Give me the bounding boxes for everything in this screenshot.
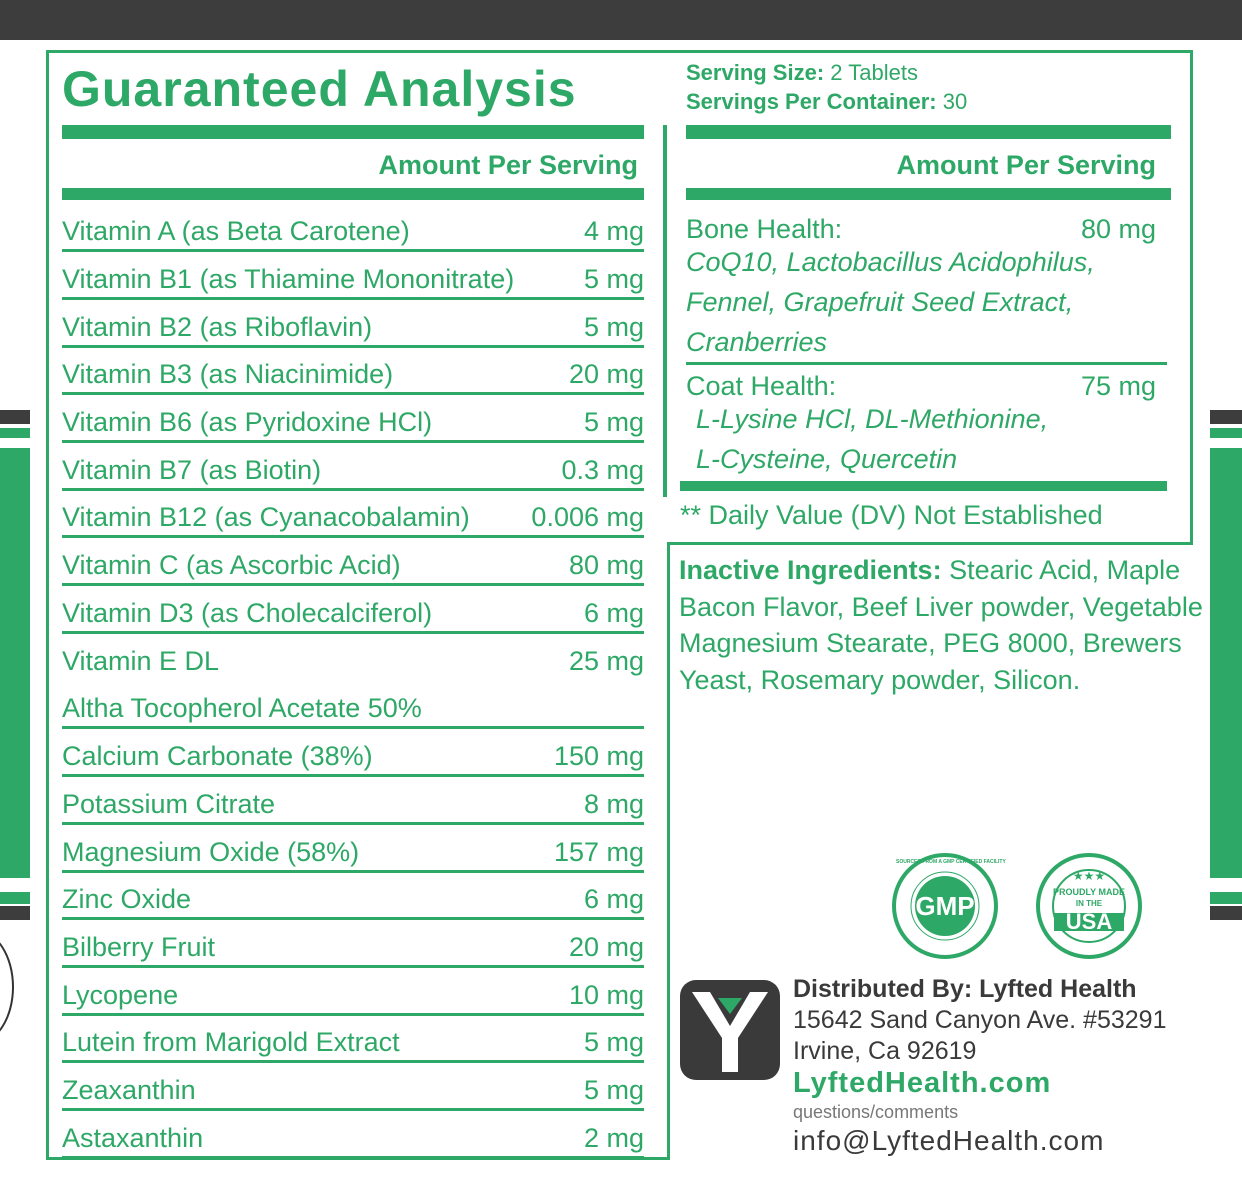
nutrient-row: [62, 729, 644, 777]
header-thick-bar: [686, 125, 1171, 139]
top-dark-band: [0, 0, 1242, 40]
nutrient-row: [62, 443, 644, 491]
group-ingredient-line: CoQ10, Lactobacillus Acidophilus,: [686, 247, 1095, 277]
nutrient-amount: 4 mg: [583, 216, 644, 246]
group-amount: 80 mg: [1080, 214, 1156, 244]
group-name: Coat Health:: [686, 371, 837, 401]
group-amount: 75 mg: [1080, 371, 1156, 401]
left-edge-stripe: [0, 892, 30, 904]
nutrient-amount: 5 mg: [583, 312, 644, 342]
nutrient-name: Zeaxanthin: [62, 1075, 196, 1105]
nutrient-amount: 5 mg: [583, 1027, 644, 1057]
nutrient-row: [62, 300, 644, 348]
column-divider: [663, 125, 667, 497]
left-edge-stripe: [0, 906, 30, 920]
group-ingredient-line: L-Cysteine, Quercetin: [696, 444, 958, 474]
group-divider: [686, 362, 1167, 365]
group-ingredient-line: Cranberries: [686, 327, 828, 357]
inactive-ingredients: Inactive Ingredients: Stearic Acid, Maple Bacon Flavor, Beef Liver powder, Vegetable Magnesium Stearate, PEG 8000, Brewers Yeast, Rosemary powder, Silicon.: [679, 555, 1203, 695]
partial-circle-graphic: [0, 930, 14, 1044]
address-line: 15642 Sand Canyon Ave. #53291: [793, 1006, 1167, 1034]
nutrient-amount: 5 mg: [583, 407, 644, 437]
nutrient-name: Calcium Carbonate (38%): [62, 741, 373, 771]
nutrient-amount: 10 mg: [568, 980, 644, 1010]
nutrient-name: Magnesium Oxide (58%): [62, 837, 360, 867]
nutrient-row: [62, 920, 644, 968]
nutrient-name: Altha Tocopherol Acetate 50%: [62, 693, 422, 723]
nutrient-name: Vitamin B2 (as Riboflavin): [62, 312, 373, 342]
nutrient-amount: 6 mg: [583, 884, 644, 914]
nutrient-name: Vitamin B3 (as Niacinimide): [62, 359, 394, 389]
nutrient-row: [62, 1111, 644, 1159]
group-ingredient-line: Fennel, Grapefruit Seed Extract,: [686, 287, 1074, 317]
group-ingredient-line: L-Lysine HCl, DL-Methionine,: [696, 404, 1049, 434]
nutrient-amount: 5 mg: [583, 1075, 644, 1105]
nutrient-amount: 150 mg: [553, 741, 644, 771]
right-edge-stripe: [1210, 892, 1242, 904]
nutrient-row: [62, 490, 644, 538]
nutrient-amount: 6 mg: [583, 598, 644, 628]
nutrient-name: Astaxanthin: [62, 1123, 204, 1153]
nutrient-row: [62, 825, 644, 873]
nutrient-amount: 8 mg: [583, 789, 644, 819]
serving-size: Serving Size: 2 Tablets: [686, 60, 918, 85]
gmp-center-text: GMP: [915, 891, 975, 921]
nutrient-amount: 2 mg: [583, 1123, 644, 1153]
nutrient-name: Vitamin C (as Ascorbic Acid): [62, 550, 401, 580]
nutrient-name: Bilberry Fruit: [62, 932, 216, 962]
header-bar: [62, 188, 644, 200]
header-thick-bar: [62, 125, 644, 139]
nutrient-row: [62, 1015, 644, 1063]
right-edge-panel: [1210, 448, 1242, 878]
nutrient-name: Potassium Citrate: [62, 789, 276, 819]
lyfted-logo: [680, 980, 780, 1080]
nutrient-name: Lycopene: [62, 980, 179, 1010]
group-bottom-bar: [680, 481, 1167, 491]
nutrient-name: Vitamin B12 (as Cyanacobalamin): [62, 502, 470, 532]
page-title: Guaranteed Analysis: [62, 61, 577, 117]
nutrient-amount: 0.006 mg: [531, 502, 644, 532]
amount-per-serving-header-right: Amount Per Serving: [896, 150, 1156, 180]
nutrient-name: Vitamin A (as Beta Carotene): [62, 216, 410, 246]
nutrient-amount: 20 mg: [568, 359, 644, 389]
left-edge-stripe: [0, 410, 30, 424]
nutrient-row: [62, 204, 644, 252]
nutrient-name: Vitamin E DL: [62, 646, 220, 676]
group-name: Bone Health:: [686, 214, 843, 244]
right-edge-stripe: [1210, 906, 1242, 920]
nutrient-row: [62, 872, 644, 920]
nutrient-amount: 20 mg: [568, 932, 644, 962]
nutrient-amount: 25 mg: [568, 646, 644, 676]
bone-health-group: [686, 214, 1156, 357]
nutrient-row: [62, 1063, 644, 1111]
questions-label: questions/comments: [793, 1102, 959, 1122]
frame-patch: [667, 53, 670, 542]
nutrient-name: Lutein from Marigold Extract: [62, 1027, 400, 1057]
gmp-ring-text: SOURCED FROM A GMP CERTIFIED FACILITY: [896, 859, 1006, 865]
nutrient-row: [62, 252, 644, 300]
nutrient-row: [62, 777, 644, 825]
nutrient-name: Vitamin D3 (as Cholecalciferol): [62, 598, 433, 628]
left-edge-stripe: [0, 428, 30, 438]
right-edge-stripe: [1210, 410, 1242, 424]
usa-mid-text: IN THE: [1075, 899, 1103, 908]
nutrient-row: [62, 347, 644, 395]
distributor-line: Distributed By: Lyfted Health: [793, 975, 1137, 1003]
header-bar: [686, 188, 1171, 200]
nutrient-row: [62, 395, 644, 443]
city-line: Irvine, Ca 92619: [793, 1037, 977, 1065]
nutrient-name: Vitamin B7 (as Biotin): [62, 455, 322, 485]
nutrient-row: [62, 968, 644, 1016]
email-link[interactable]: info@LyftedHealth.com: [793, 1125, 1105, 1156]
nutrient-row: [62, 538, 644, 586]
usa-stars: ★★★: [1072, 869, 1106, 883]
amount-per-serving-header: Amount Per Serving: [378, 150, 638, 180]
usa-badge: [1036, 853, 1142, 959]
nutrient-row: [62, 586, 644, 634]
nutrient-name: Vitamin B1 (as Thiamine Mononitrate): [62, 264, 515, 294]
nutrient-name: Vitamin B6 (as Pyridoxine HCl): [62, 407, 433, 437]
daily-value-note: ** Daily Value (DV) Not Established: [680, 500, 1103, 530]
coat-health-group: [686, 371, 1156, 481]
website-link[interactable]: LyftedHealth.com: [793, 1067, 1052, 1099]
nutrient-amount: 5 mg: [583, 264, 644, 294]
usa-top-text: PROUDLY MADE: [1052, 887, 1125, 897]
nutrient-amount: 157 mg: [553, 837, 644, 867]
usa-center-text: USA: [1065, 909, 1113, 934]
nutrient-row: [62, 634, 644, 682]
right-edge-stripe: [1210, 428, 1242, 438]
gmp-badge: [892, 853, 1006, 959]
left-edge-panel: [0, 448, 30, 878]
nutrient-amount: 80 mg: [568, 550, 644, 580]
nutrient-name: Zinc Oxide: [62, 884, 192, 914]
nutrient-row: [62, 681, 644, 729]
nutrient-amount: 0.3 mg: [561, 455, 644, 485]
servings-per-container: Servings Per Container: 30: [686, 89, 968, 114]
